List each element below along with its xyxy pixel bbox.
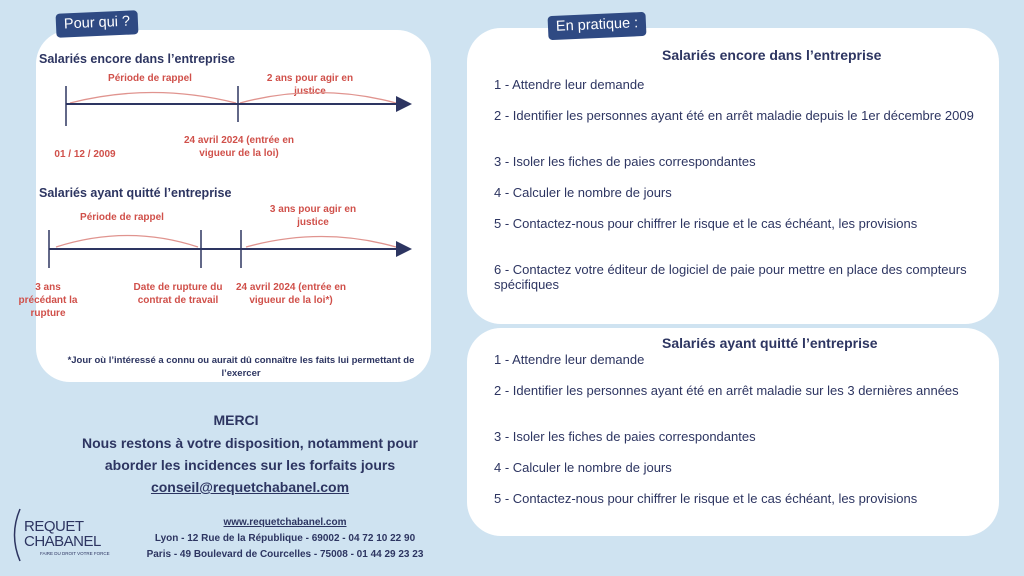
website-link[interactable]: www.requetchabanel.com (223, 517, 347, 528)
logo-line-1: REQUET (24, 518, 84, 535)
thanks-line-2: aborder les incidences sur les forfaits jours (104, 457, 396, 473)
practice-current-step: 6 - Contactez votre éditeur de logiciel de paie pour mettre en place des compteurs spécifiques (494, 262, 967, 292)
practice-current-title: Salariés encore dans l’entreprise (662, 47, 882, 63)
current-law-date: 24 avril 2024 (entrée en vigueur de la loi) (183, 135, 295, 159)
practice-current-step: 4 - Calculer le nombre de jours (494, 185, 672, 200)
who-tag: Pour qui ? (56, 10, 139, 38)
logo-line-2: CHABANEL (24, 533, 101, 550)
contact-email-link[interactable]: conseil@requetchabanel.com (150, 479, 350, 495)
practice-current-step: 2 - Identifier les personnes ayant été en arrêt maladie depuis le 1er décembre 2009 (494, 108, 974, 123)
former-period-label: Période de rappel (80, 212, 164, 223)
paris-address: Paris - 49 Boulevard de Courcelles - 75008 - 01 44 29 23 23 (146, 549, 424, 560)
current-action-label: 2 ans pour agir en justice (266, 73, 354, 97)
current-period-label: Période de rappel (108, 73, 192, 84)
former-employees-title: Salariés ayant quitté l’entreprise (39, 186, 232, 200)
practice-former-step: 3 - Isoler les fiches de paies correspondantes (494, 429, 756, 444)
practice-current-step: 1 - Attendre leur demande (494, 77, 645, 92)
former-rupture-label: Date de rupture du contrat de travail (133, 282, 223, 306)
practice-former-step: 4 - Calculer le nombre de jours (494, 460, 672, 475)
thanks-line-1: Nous restons à votre disposition, notamment pour (81, 435, 419, 451)
current-start-date: 01 / 12 / 2009 (54, 149, 116, 160)
former-law-date: 24 avril 2024 (entrée en vigueur de la loi*) (235, 282, 347, 306)
current-employees-title: Salariés encore dans l’entreprise (39, 52, 235, 66)
former-action-label: 3 ans pour agir en justice (269, 204, 357, 228)
practice-former-step: 1 - Attendre leur demande (494, 352, 645, 367)
former-start-label: 3 ans précédant la rupture (18, 282, 78, 319)
practice-tag: En pratique : (548, 12, 647, 40)
practice-former-step: 5 - Contactez-nous pour chiffrer le risque et le cas échéant, les provisions (494, 491, 918, 506)
practice-current-step: 3 - Isoler les fiches de paies correspondantes (494, 154, 756, 169)
practice-current-step: 5 - Contactez-nous pour chiffrer le risque et le cas échéant, les provisions (494, 216, 918, 231)
footnote: *Jour où l’intéressé a connu ou aurait dû connaître les faits lui permettant de l’exercer (67, 355, 415, 379)
logo-tagline: FAIRE DU DROIT VOTRE FORCE (40, 551, 110, 556)
practice-former-step: 2 - Identifier les personnes ayant été en arrêt maladie sur les 3 dernières années (494, 383, 959, 398)
practice-former-title: Salariés ayant quitté l’entreprise (662, 335, 878, 351)
lyon-address: Lyon - 12 Rue de la République - 69002 - 04 72 10 22 90 (154, 533, 416, 544)
thanks-title: MERCI (213, 412, 259, 428)
